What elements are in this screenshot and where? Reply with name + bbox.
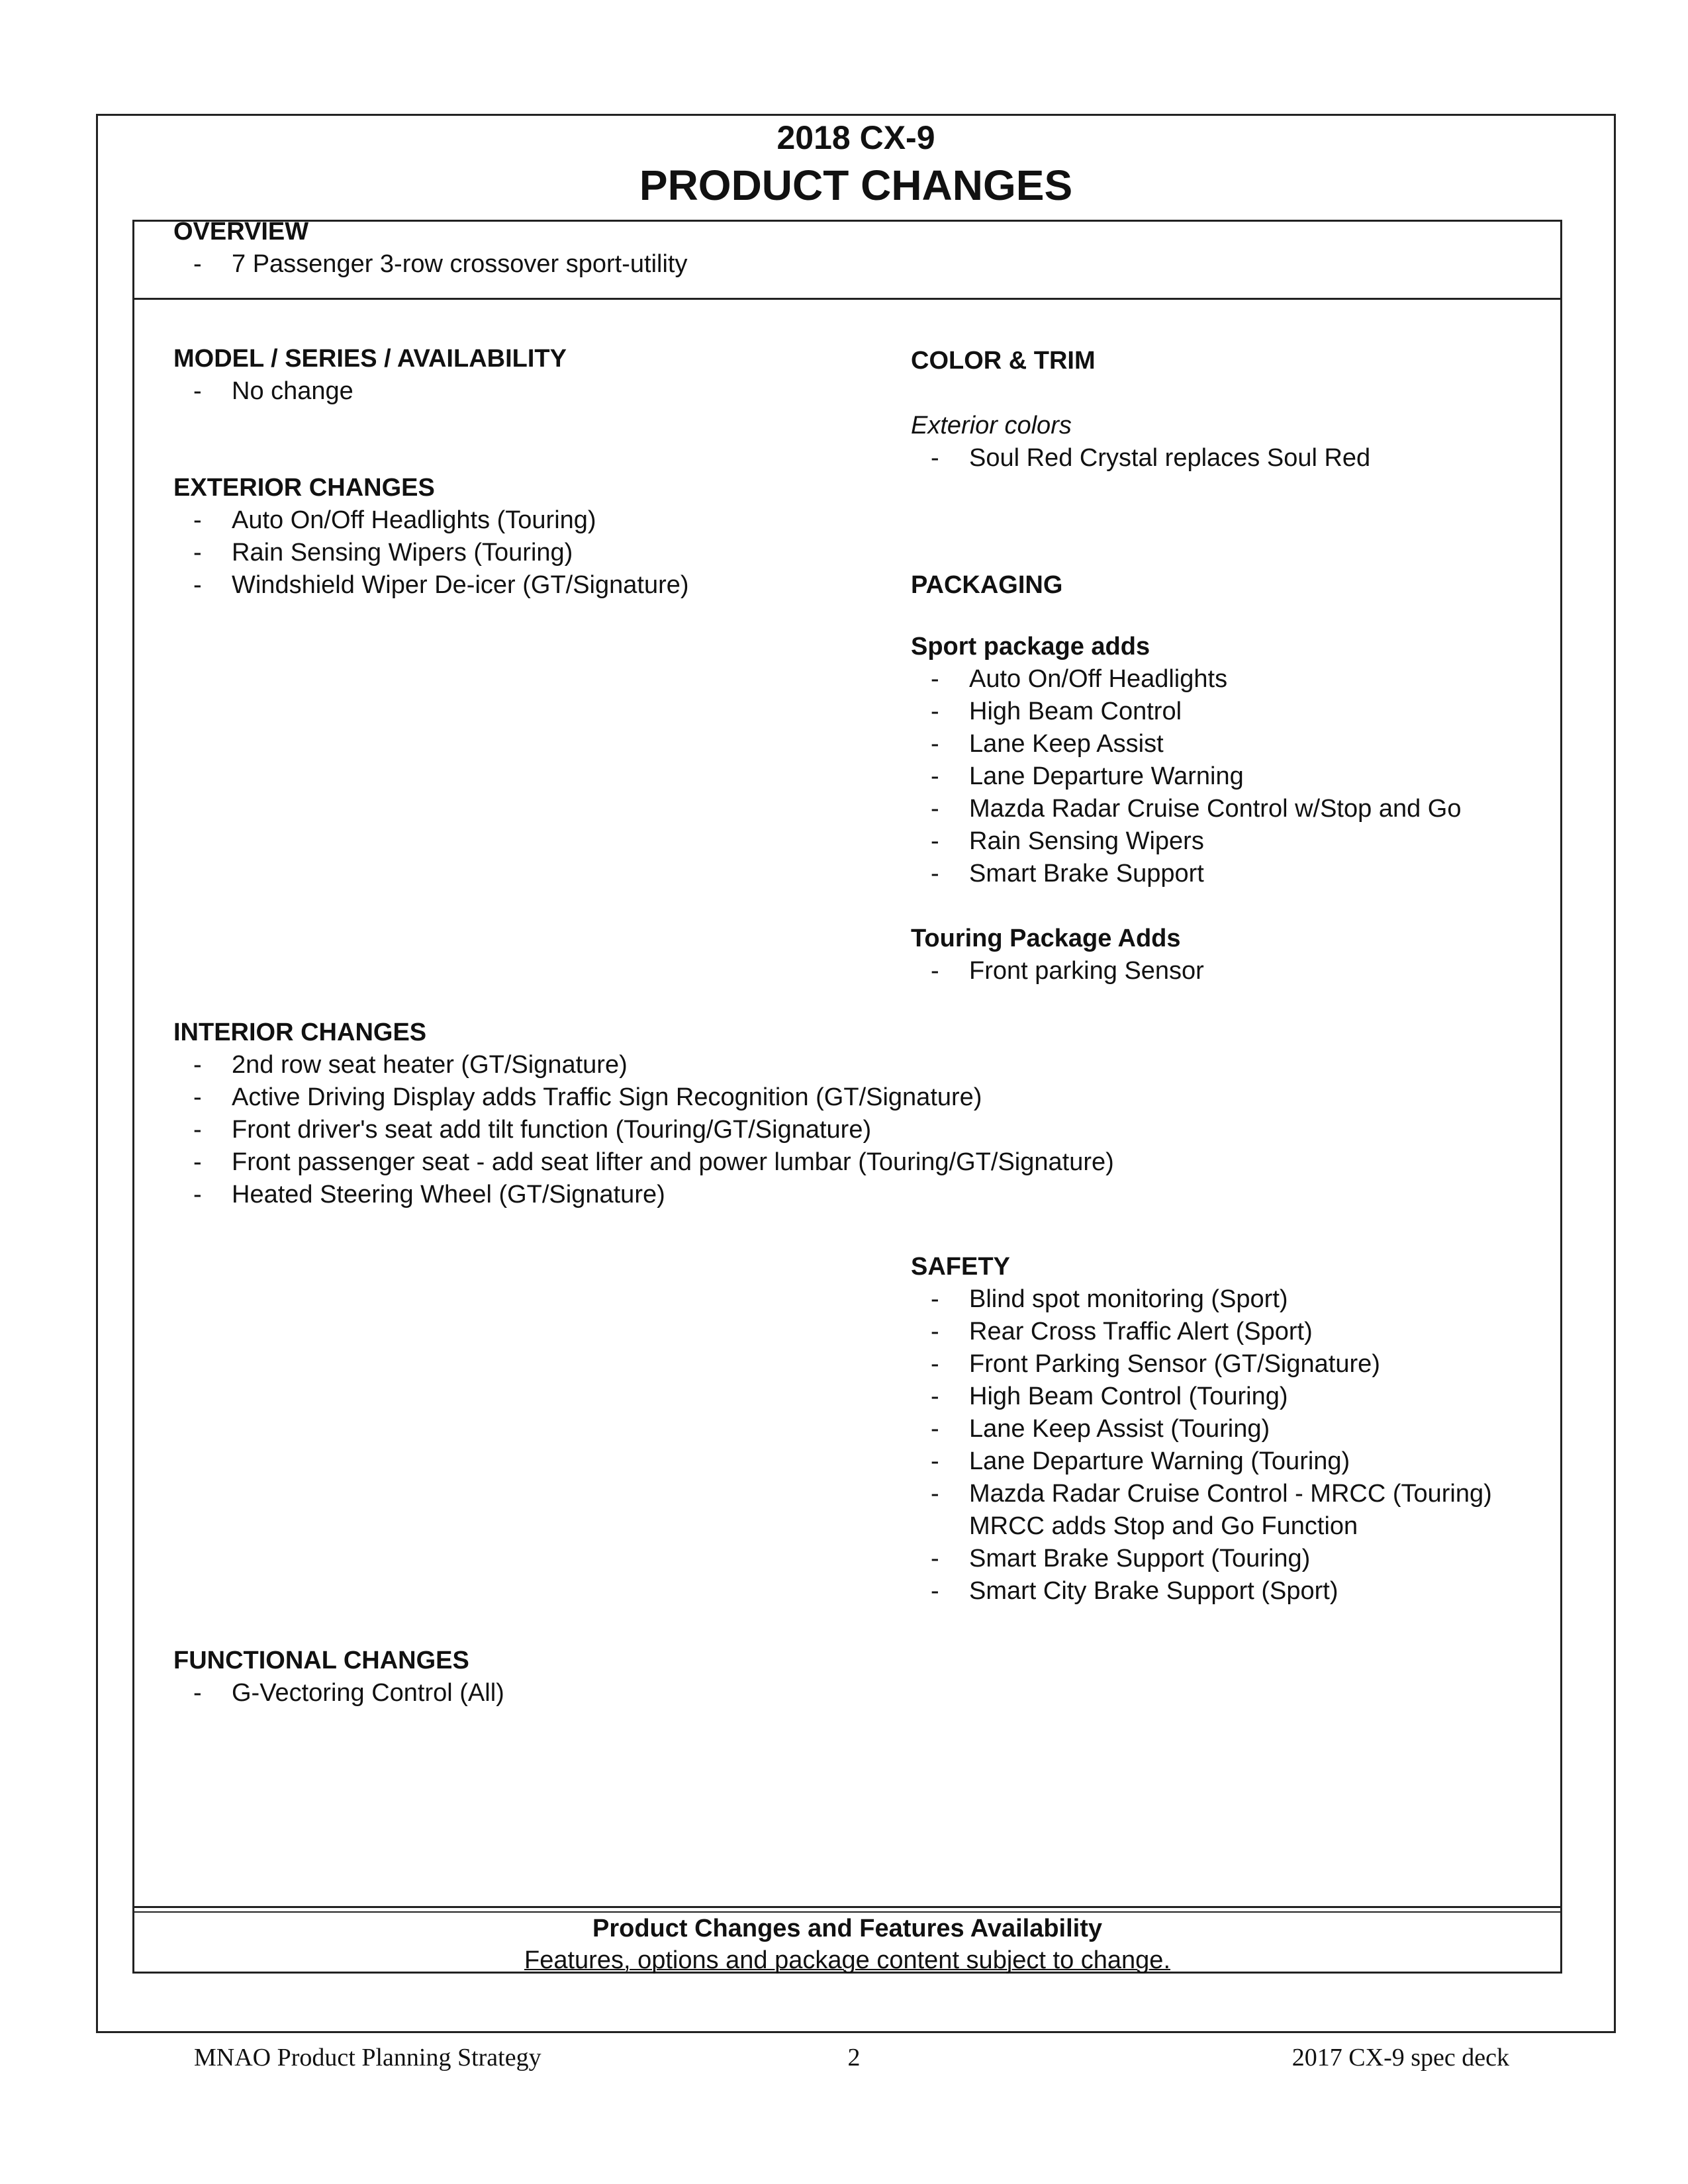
list-item: - Windshield Wiper De-icer (GT/Signature) (173, 569, 689, 602)
list-item: - No change (173, 375, 567, 408)
functional-list (173, 1677, 504, 1709)
interior-section (173, 1017, 1114, 1211)
overview-heading: OVERVIEW (173, 218, 309, 246)
functional-heading: FUNCTIONAL CHANGES (173, 1647, 469, 1674)
list-item: - Blind spot monitoring (Sport) (911, 1283, 1492, 1316)
list-item: - High Beam Control (Touring) (911, 1381, 1492, 1413)
interior-heading: INTERIOR CHANGES (173, 1019, 427, 1046)
list-item: - Lane Keep Assist (911, 728, 1461, 760)
packaging-section (911, 569, 1461, 987)
exterior-heading: EXTERIOR CHANGES (173, 474, 435, 502)
safety-list (911, 1283, 1492, 1510)
list-item: - Smart Brake Support (Touring) (911, 1543, 1492, 1575)
functional-section (173, 1645, 504, 1709)
list-item: - Lane Keep Assist (Touring) (911, 1413, 1492, 1445)
title-block (96, 116, 1616, 212)
list-item: - Front driver's seat add tilt function (Touring/GT/Signature) (173, 1114, 1114, 1146)
model-title: 2018 CX-9 (776, 119, 935, 156)
page-number: 2 (847, 2044, 861, 2071)
list-item: - 2nd row seat heater (GT/Signature) (173, 1049, 1114, 1081)
color-trim-section (911, 345, 1370, 475)
overview-divider (132, 298, 1562, 300)
availability-footer (132, 1913, 1562, 1976)
list-item: - High Beam Control (911, 696, 1461, 728)
model-series-section (173, 343, 567, 408)
list-item: - Smart City Brake Support (Sport) (911, 1575, 1492, 1608)
exterior-list (173, 504, 689, 602)
list-item: - 7 Passenger 3-row crossover sport-utility (173, 248, 687, 281)
footer-divider (132, 1906, 1562, 1908)
list-item: - Rain Sensing Wipers (911, 825, 1461, 858)
sport-package-heading: Sport package adds (911, 633, 1150, 660)
list-item: - Lane Departure Warning (Touring) (911, 1445, 1492, 1478)
touring-package-list (911, 955, 1461, 987)
list-item: - Front Parking Sensor (GT/Signature) (911, 1348, 1492, 1381)
overview-section (173, 216, 687, 281)
list-item: - Active Driving Display adds Traffic Sign Recognition (GT/Signature) (173, 1081, 1114, 1114)
list-item: - Auto On/Off Headlights (Touring) (173, 504, 689, 537)
list-item: - Smart Brake Support (911, 858, 1461, 890)
sport-package-list (911, 663, 1461, 890)
safety-section (911, 1251, 1492, 1608)
page-title: PRODUCT CHANGES (639, 161, 1073, 209)
list-item: - G-Vectoring Control (All) (173, 1677, 504, 1709)
list-item: - Lane Departure Warning (911, 760, 1461, 793)
interior-list (173, 1049, 1114, 1211)
footer-right-text: 2017 CX-9 spec deck (1291, 2044, 1509, 2071)
safety-list-continued (911, 1543, 1492, 1608)
model-series-heading: MODEL / SERIES / AVAILABILITY (173, 345, 567, 373)
list-item: - Soul Red Crystal replaces Soul Red (911, 442, 1370, 475)
footer-left-text: MNAO Product Planning Strategy (194, 2044, 541, 2071)
exterior-colors-subheading: Exterior colors (911, 412, 1072, 439)
list-item: - Rear Cross Traffic Alert (Sport) (911, 1316, 1492, 1348)
availability-title: Product Changes and Features Availability (592, 1915, 1103, 1942)
list-item: - Front passenger seat - add seat lifter and power lumbar (Touring/GT/Signature) (173, 1146, 1114, 1179)
list-item: - Auto On/Off Headlights (911, 663, 1461, 696)
color-trim-heading: COLOR & TRIM (911, 347, 1096, 375)
list-item: - Rain Sensing Wipers (Touring) (173, 537, 689, 569)
packaging-heading: PACKAGING (911, 571, 1063, 599)
safety-continuation-line: MRCC adds Stop and Go Function (969, 1512, 1358, 1540)
list-item: - Front parking Sensor (911, 955, 1461, 987)
overview-list (173, 248, 687, 281)
model-series-list (173, 375, 567, 408)
color-trim-list (911, 442, 1370, 475)
safety-heading: SAFETY (911, 1253, 1010, 1281)
list-item: - Mazda Radar Cruise Control - MRCC (Touring) (911, 1478, 1492, 1510)
list-item: - Heated Steering Wheel (GT/Signature) (173, 1179, 1114, 1211)
list-item: - Mazda Radar Cruise Control w/Stop and Go (911, 793, 1461, 825)
availability-note: Features, options and package content subject to change. (524, 1946, 1170, 1974)
touring-package-heading: Touring Package Adds (911, 925, 1181, 952)
exterior-section (173, 472, 689, 602)
